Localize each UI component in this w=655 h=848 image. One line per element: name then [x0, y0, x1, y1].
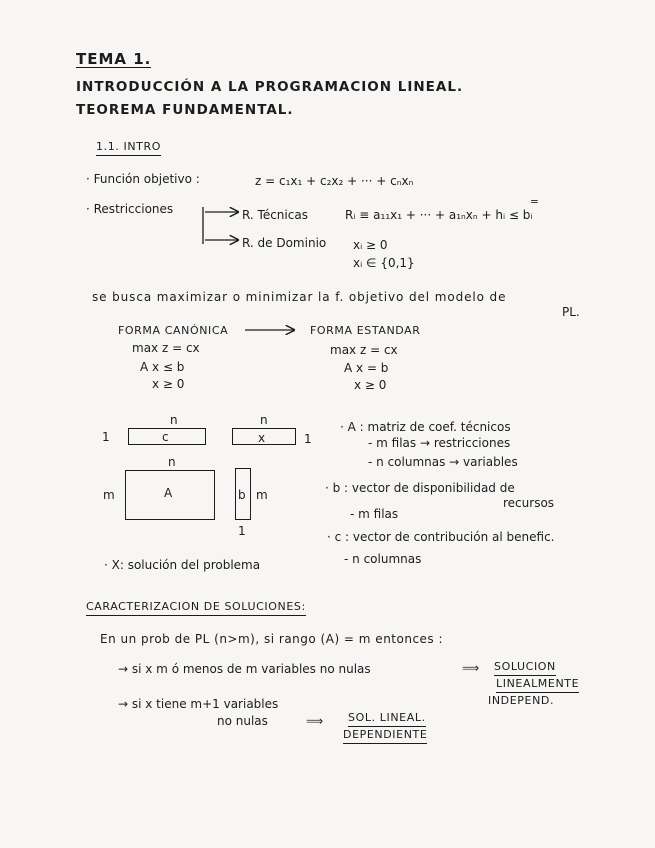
caso-2-implies: ⟹	[306, 714, 324, 728]
c-definition: · c : vector de contribución al benefic.	[327, 530, 555, 544]
x-definition: · X: solución del problema	[104, 558, 261, 572]
b-recursos: recursos	[503, 496, 555, 510]
pl-text: PL.	[562, 305, 580, 319]
caracterizacion-heading: CARACTERIZACION DE SOLUCIONES:	[86, 600, 306, 616]
funcion-objetivo-formula: z = c₁x₁ + c₂x₂ + ··· + cₙxₙ	[255, 174, 414, 188]
a-matrix-n: n	[168, 455, 176, 469]
equal-mark: =	[530, 196, 539, 208]
caso-1-result-3: INDEPEND.	[488, 694, 555, 707]
c-columnas: - n columnas	[344, 552, 422, 566]
estandar-x: x ≥ 0	[354, 378, 387, 392]
se-busca-text: se busca maximizar o minimizar la f. objetivo del modelo de	[92, 290, 507, 304]
c-vector-n: n	[170, 413, 178, 427]
c-vector-label: c	[162, 430, 169, 444]
canonica-x: x ≥ 0	[152, 377, 185, 391]
r-tecnicas-label: R. Técnicas	[242, 208, 308, 222]
dominio-nonneg: xᵢ ≥ 0	[353, 238, 388, 252]
title-line-2: TEOREMA FUNDAMENTAL.	[76, 102, 294, 118]
x-vector-label: x	[258, 431, 266, 445]
b-definition: · b : vector de disponibilidad de	[325, 481, 515, 495]
dominio-binary: xᵢ ∈ {0,1}	[353, 256, 415, 270]
canonica-ax: A x ≤ b	[140, 360, 185, 374]
x-vector-one: 1	[304, 432, 312, 446]
r-dominio-label: R. de Dominio	[242, 236, 327, 250]
r-tecnicas-formula: Rᵢ ≡ a₁₁x₁ + ··· + a₁ₙxₙ + hᵢ ≤ bᵢ	[345, 208, 533, 222]
caso-1-result-1: SOLUCION	[494, 660, 556, 676]
funcion-objetivo-label: · Función objetivo :	[86, 172, 200, 186]
forma-estandar-label: FORMA ESTANDAR	[310, 324, 421, 337]
b-vector-m: m	[256, 488, 268, 502]
caso-1-text: → si x m ó menos de m variables no nulas	[118, 662, 371, 676]
c-vector-one: 1	[102, 430, 110, 444]
caso-2-text-b: no nulas	[217, 714, 268, 728]
b-vector-one: 1	[238, 524, 246, 538]
tema-title: TEMA 1.	[76, 50, 152, 68]
caso-2-result-2: DEPENDIENTE	[343, 728, 427, 744]
title-line-1: INTRODUCCIÓN A LA PROGRAMACION LINEAL.	[76, 79, 464, 95]
a-definition: · A : matriz de coef. técnicos	[340, 420, 511, 434]
a-matrix-m: m	[103, 488, 115, 502]
caso-1-result-2: LINEALMENTE	[496, 677, 579, 693]
estandar-ax: A x = b	[344, 361, 389, 375]
b-filas: - m filas	[350, 507, 399, 521]
x-vector-n: n	[260, 413, 268, 427]
canonica-max: max z = cx	[132, 341, 200, 355]
restricciones-label: · Restricciones	[86, 202, 174, 216]
caso-2-result-1: SOL. LINEAL.	[348, 711, 426, 727]
forma-canonica-label: FORMA CANÓNICA	[118, 324, 229, 337]
a-matrix-label: A	[164, 486, 173, 500]
caso-1-implies: ⟹	[462, 661, 480, 675]
b-vector-label: b	[238, 488, 246, 502]
estandar-max: max z = cx	[330, 343, 398, 357]
a-filas: - m filas → restricciones	[368, 436, 511, 450]
caso-2-text-a: → si x tiene m+1 variables	[118, 697, 279, 711]
intro-heading: 1.1. INTRO	[96, 140, 161, 156]
caracterizacion-intro: En un prob de PL (n>m), si rango (A) = m entonces :	[100, 632, 444, 646]
a-columnas: - n columnas → variables	[368, 455, 518, 469]
